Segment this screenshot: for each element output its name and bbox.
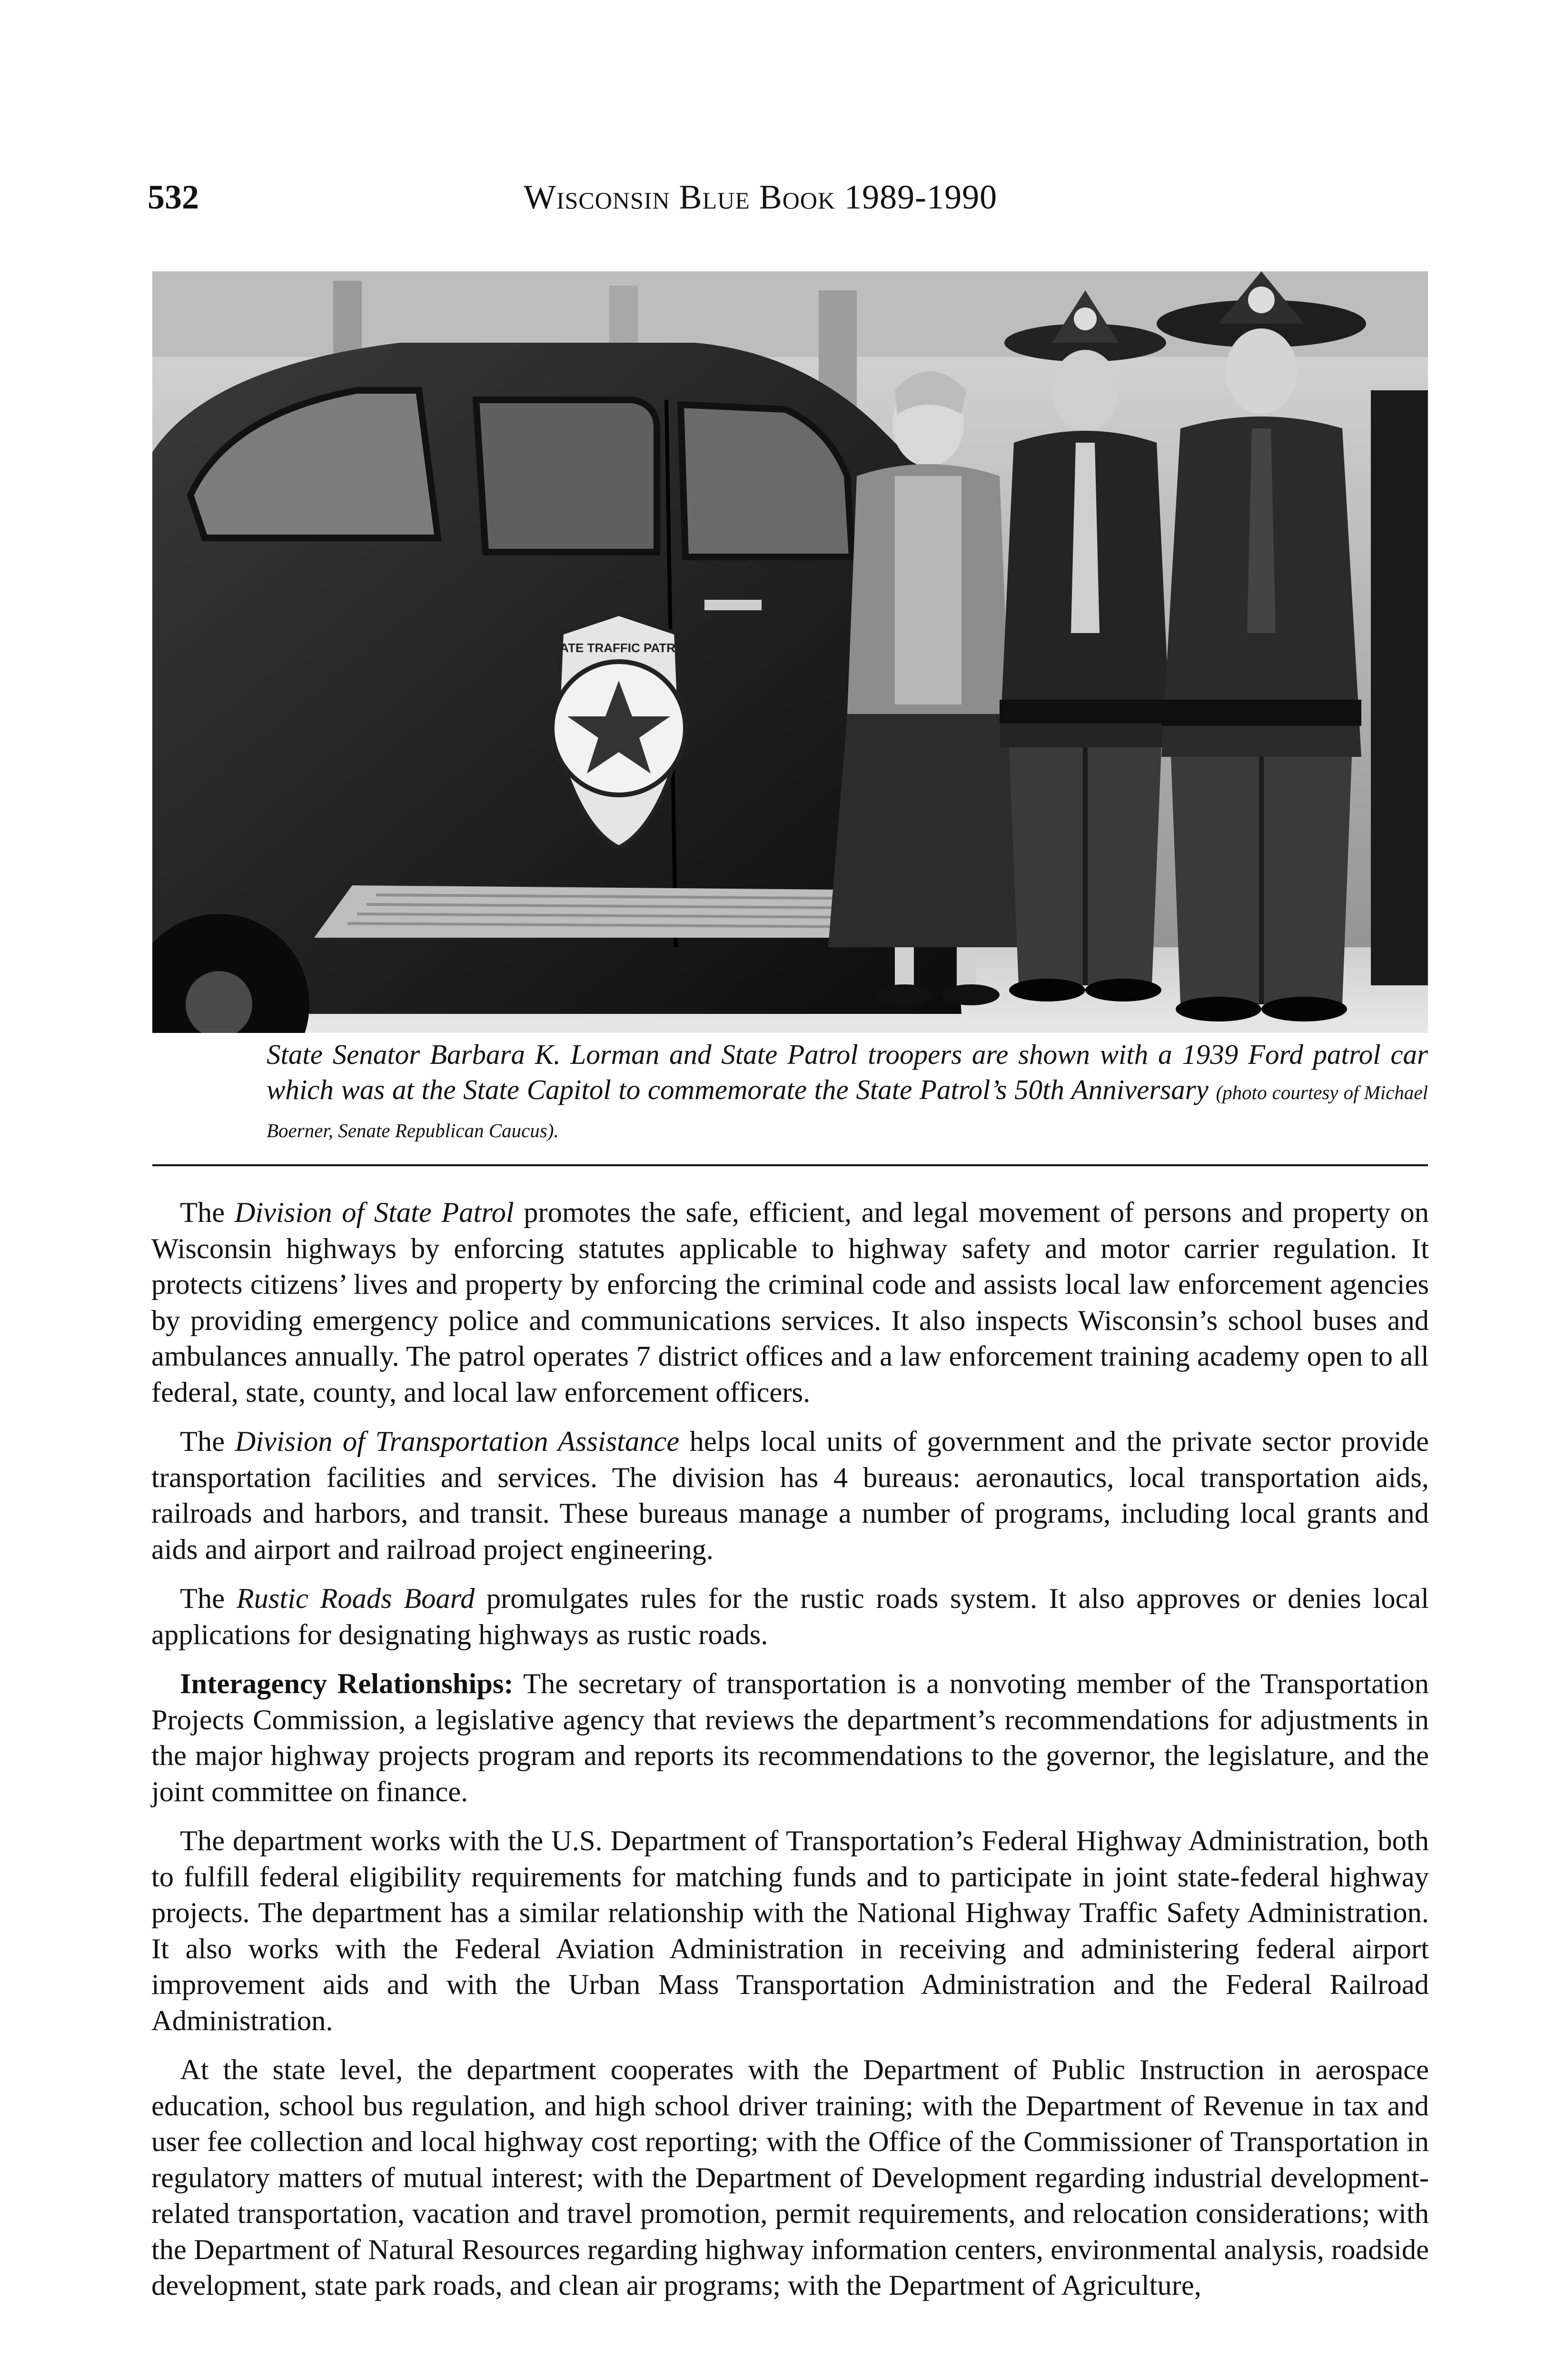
divider-rule xyxy=(152,1164,1428,1166)
term-division-of-state-patrol: Division of State Patrol xyxy=(234,1197,514,1229)
heading-interagency-relationships: Interagency Relationships: xyxy=(180,1668,514,1700)
caption-credit: (photo courtesy of Michael Boerner, Senate Republican Caucus). xyxy=(267,1081,1428,1141)
caption-text: State Senator Barbara K. Lorman and State Patrol troopers are shown with a 1939 Ford patrol car which was at the State Capitol to commemorate the State Patrol’s 50th Anniversary xyxy=(267,1039,1428,1105)
paragraph-rustic-roads: The Rustic Roads Board promulgates rules for the rustic roads system. It also approves or denies local applications for designating highways as rustic roads. xyxy=(151,1583,1429,1651)
paragraph-transportation-assistance: The Division of Transportation Assistance helps local units of government and the private sector provide transportation facilities and services. The division has 4 bureaus: aeronautics, local transportation aids, railroads and harbors, and transit. These bureaus manage a number of programs, including local grants and aids and airport and railroad project engineering. xyxy=(151,1426,1429,1566)
badge-text: STATE TRAFFIC PATROL xyxy=(545,641,693,655)
patrol-car-photo xyxy=(152,271,1428,1033)
paragraph-interagency: Interagency Relationships: The secretary of transportation is a nonvoting member of the Transportation Projects Commission, a legislative agency that reviews the department’s recommendations for adjustments in the major highway projects program and reports its recommendations to the governor, the legislature, and the joint committee on finance. xyxy=(151,1668,1429,1808)
article-body xyxy=(151,1195,1429,2317)
term-rustic-roads-board: Rustic Roads Board xyxy=(236,1583,475,1615)
paragraph-state-level: At the state level, the department cooperates with the Department of Public Instruction in aerospace education, school bus regulation, and high school driver training; with the Department of Revenue in tax and user fee collection and local highway cost reporting; with the Office of the Commissioner of Transportation in regulatory matters of mutual interest; with the Department of Development regarding industrial development-related transportation, vacation and travel promotion, permit requirements, and relocation considerations; with the Department of Natural Resources regarding highway information centers, environmental analysis, roadside development, state park roads, and clean air programs; with the Department of Agriculture, xyxy=(151,2054,1429,2301)
page-number: 532 xyxy=(148,178,199,216)
term-division-of-transportation-assistance: Division of Transportation Assistance xyxy=(235,1426,680,1458)
paragraph-state-patrol: The Division of State Patrol promotes the safe, efficient, and legal movement of persons and property on Wisconsin highways by enforcing statutes applicable to highway safety and motor carrier regulation. It protects citizens’ lives and property by enforcing the criminal code and assists local law enforcement agencies by providing emergency police and communications services. It also inspects Wisconsin’s school buses and ambulances annually. The patrol operates 7 district offices and a law enforcement training academy open to all federal, state, county, and local law enforcement officers. xyxy=(151,1197,1429,1408)
paragraph-federal: The department works with the U.S. Department of Transportation’s Federal Highway Administration, both to fulfill federal eligibility requirements for matching funds and to participate in joint state-federal highway projects. The department has a similar relationship with the National Highway Traffic Safety Administration. It also works with the Federal Aviation Administration in receiving and administering federal airport improvement aids and with the Urban Mass Transportation Administration and the Federal Railroad Administration. xyxy=(151,1825,1429,2037)
running-title: Wisconsin Blue Book 1989-1990 xyxy=(524,178,998,216)
photo-caption xyxy=(267,1037,1428,1148)
photo-illustration xyxy=(152,271,1428,1033)
